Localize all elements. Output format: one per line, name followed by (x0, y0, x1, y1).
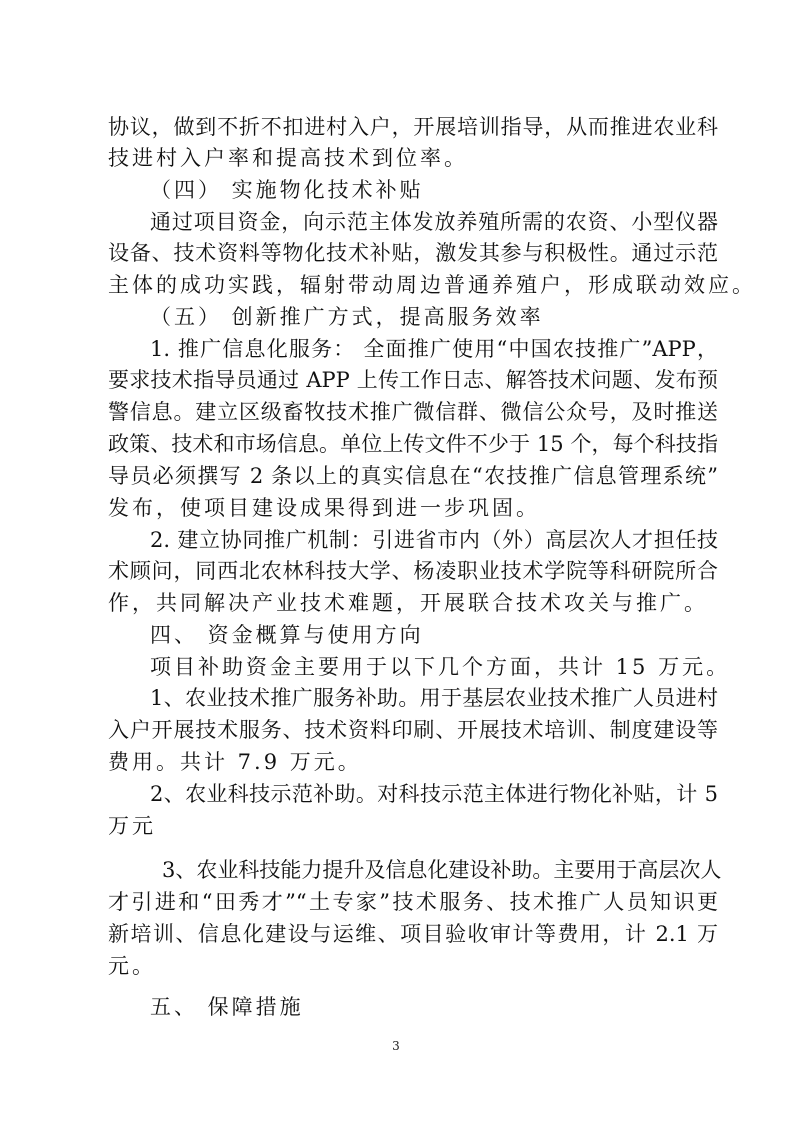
text-line: 1、农业技术推广服务补助。用于基层农业技术推广人员进村 (150, 686, 718, 710)
text-line: 作，共同解决产业技术难题，开展联合技术攻关与推广。 (108, 591, 708, 615)
text-line: 要求技术指导员通过 APP 上传工作日志、解答技术问题、发布预 (108, 368, 718, 392)
text-line: 发布，使项目建设成果得到进一步巩固。 (108, 496, 540, 520)
text-line: 新培训、信息化建设与运维、项目验收审计等费用，计 2.1 万 (108, 922, 718, 946)
text-line: 警信息。建立区级畜牧技术推广微信群、微信公众号，及时推送 (108, 400, 718, 424)
text-line: 入户开展技术服务、技术资料印刷、开展技术培训、制度建设等 (108, 718, 718, 742)
section-heading: 四、 资金概算与使用方向 (150, 623, 424, 647)
text-line: 设备、技术资料等物化技术补贴，激发其参与积极性。通过示范 (108, 241, 718, 265)
text-line: 2. 建立协同推广机制：引进省市内（外）高层次人才担任技 (150, 528, 718, 552)
text-line: 协议，做到不折不扣进村入户，开展培训指导，从而推进农业科 (108, 115, 718, 139)
text-line: 1. 推广信息化服务： 全面推广使用“中国农技推广”APP， (150, 337, 718, 361)
text-line: 元。 (108, 954, 156, 978)
section-heading: （四） 实施物化技术补贴 (150, 178, 424, 202)
text-line: 3、农业科技能力提升及信息化建设补助。主要用于高层次人 (162, 858, 722, 882)
text-line: 导员必须撰写 2 条以上的真实信息在“农技推广信息管理系统” (108, 464, 718, 488)
text-line: 费用。共计 7.9 万元。 (108, 750, 362, 774)
text-line: 万元 (108, 814, 156, 838)
text-line: 主体的成功实践，辐射带动周边普通养殖户，形成联动效应。 (108, 273, 756, 297)
page-number: 3 (392, 1039, 400, 1053)
text-line: 才引进和“田秀才”“土专家”技术服务、技术推广人员知识更 (108, 890, 718, 914)
text-line: 项目补助资金主要用于以下几个方面，共计 15 万元。 (150, 655, 731, 679)
section-heading: 五、 保障措施 (150, 995, 304, 1019)
text-line: 2、农业科技示范补助。对科技示范主体进行物化补贴，计 5 (150, 782, 718, 806)
text-line: 技进村入户率和提高技术到位率。 (108, 146, 468, 170)
section-heading: （五） 创新推广方式，提高服务效率 (150, 305, 544, 329)
text-line: 通过项目资金，向示范主体发放养殖所需的农资、小型仪器 (150, 210, 718, 234)
text-line: 术顾问，同西北农林科技大学、杨凌职业技术学院等科研院所合 (108, 559, 718, 583)
text-line: 政策、技术和市场信息。单位上传文件不少于 15 个，每个科技指 (108, 432, 718, 456)
